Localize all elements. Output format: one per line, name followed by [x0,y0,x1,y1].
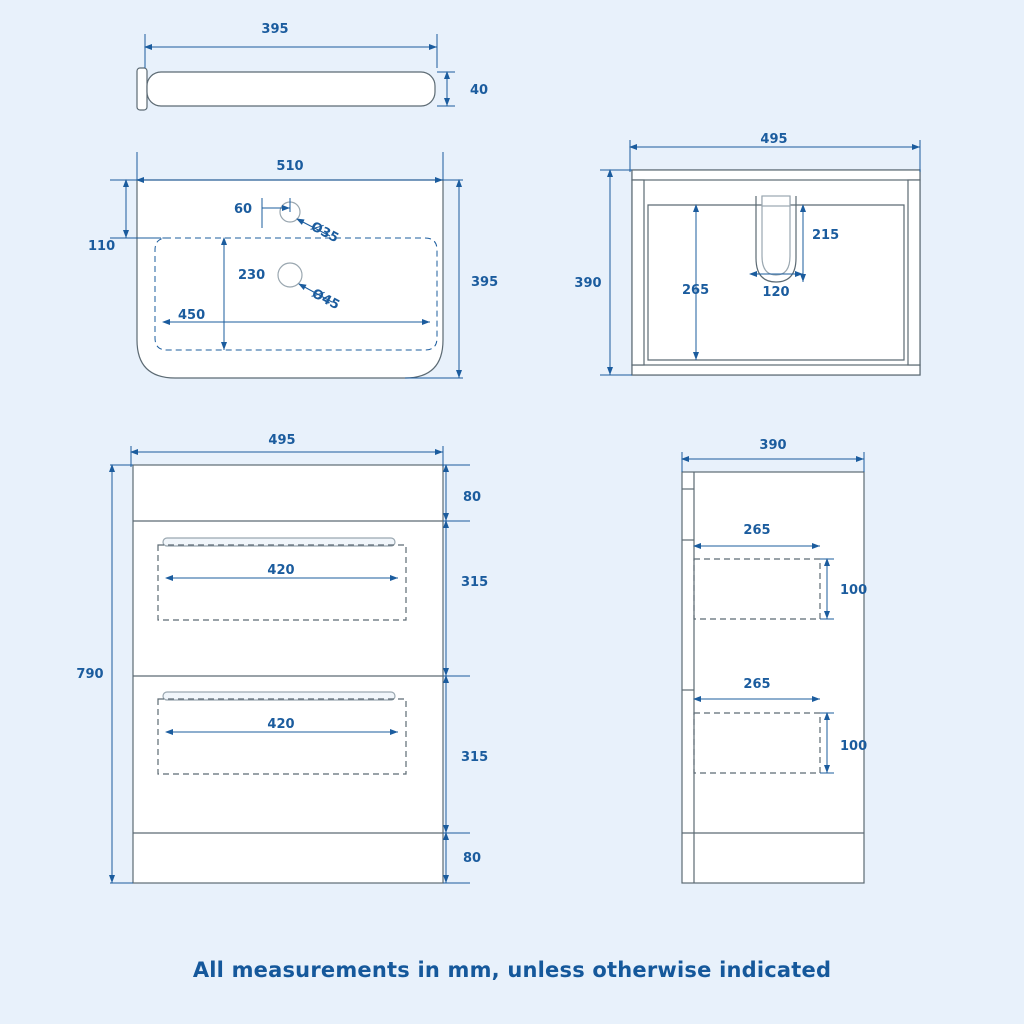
dim-label-v4-80-top: 80 [463,490,482,505]
dim-v1-395 [145,34,437,68]
dim-label-v2-60: 60 [233,202,253,217]
dim-label-v5-100-upper: 100 [840,583,868,598]
dim-label-v4-315-lower: 315 [461,750,489,765]
dim-label-v2-110: 110 [88,239,116,254]
dim-label-v5-265-upper: 265 [743,523,771,538]
dim-label-v2-395: 395 [471,275,499,290]
dim-label-v4-420-lower: 420 [267,717,295,732]
dim-label-v2-230: 230 [238,268,266,283]
dim-label-v4-790: 790 [76,667,104,682]
dim-label-v4-80-bottom: 80 [463,851,482,866]
dim-v5-390 [682,452,864,472]
dim-label-v5-390: 390 [759,438,787,453]
dim-label-v3-120: 120 [762,285,790,300]
dim-label-v5-100-lower: 100 [840,739,868,754]
view-cabinet-side [682,472,864,883]
dim-label-v5-265-lower: 265 [743,677,771,692]
dim-label-v1-40: 40 [470,83,489,98]
dim-v4-790 [110,465,133,883]
dim-label-v4-420-upper: 420 [267,563,295,578]
dim-label-v3-265: 265 [682,283,710,298]
dim-label-v3-390: 390 [574,276,602,291]
dim-label-v3-215: 215 [812,228,840,243]
view-cabinet-front [133,465,443,883]
dim-label-v1-395: 395 [261,22,289,37]
dim-v4-315-upper [443,521,470,676]
dim-label-v4-315-upper: 315 [461,575,489,590]
dim-v4-495 [131,446,443,467]
view-cabinet-rear [632,170,920,375]
dim-v1-40 [437,72,455,106]
measurement-note: All measurements in mm, unless otherwise indicated [192,958,832,982]
dim-label-v3-495: 495 [760,132,788,147]
dim-label-v2-d45: Ø45 [309,286,342,314]
view-countertop-edge [137,68,435,110]
dim-label-v2-d35: Ø35 [308,219,341,247]
dim-label-v2-450: 450 [178,308,206,323]
dim-label-v4-495: 495 [268,433,296,448]
dim-v3-390 [600,170,632,375]
dim-label-v2-510: 510 [276,159,304,174]
